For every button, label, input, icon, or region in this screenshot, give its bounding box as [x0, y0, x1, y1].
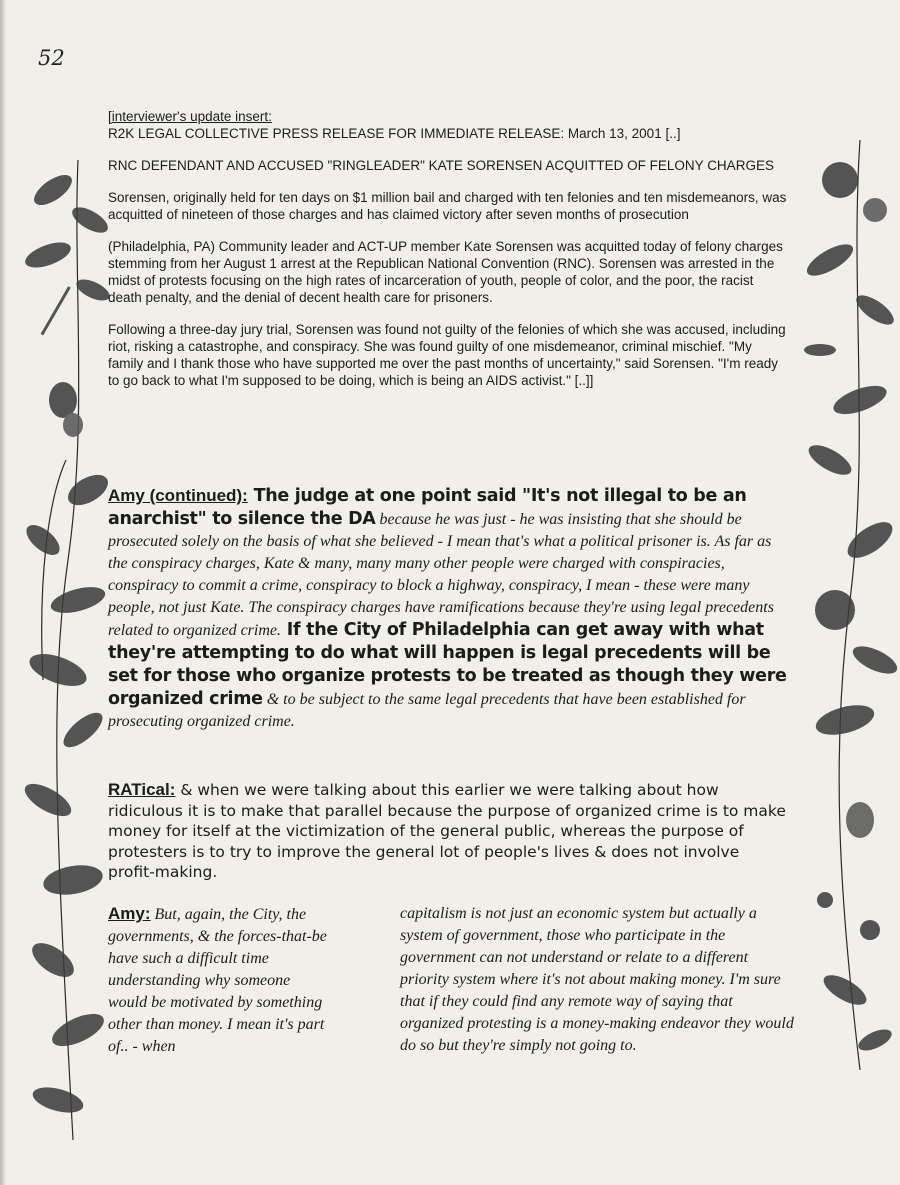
press-release-body [108, 157, 788, 389]
press-paragraph: Sorensen, originally held for ten days on $1 million bail and charged with ten felonies and ten misdemeanors, was acquitted of nineteen of those charges and has claimed victory after seven months of prosecution [108, 190, 787, 222]
speaker-label: Amy: [108, 904, 151, 923]
press-headline: RNC DEFENDANT AND ACCUSED "RINGLEADER" KATE SORENSEN ACQUITTED OF FELONY CHARGES [108, 158, 774, 173]
speaker-label: Amy (continued): [108, 486, 248, 505]
page-number: 52 [38, 46, 65, 70]
ratical-paragraph [108, 780, 788, 883]
press-paragraph: (Philadelphia, PA) Community leader and ACT-UP member Kate Sorensen was acquitted today of felony charges stemming from her August 1 arrest at the Republican National Convention (RNC). Sorensen was arrested in the midst of protests focusing on the high rates of incarceration of youth, people of color, and the poor, the racist death penalty, and the denial of decent health care for prisoners. [108, 239, 783, 305]
dialogue-text: But, again, the City, the governments, & the forces-that-be have such a difficult time understanding why someone would be motivated by something other than money. I mean it's part of.. - when [108, 906, 327, 1055]
press-release-section [108, 108, 788, 404]
speaker-label: RATical: [108, 780, 176, 799]
dialogue-text: & when we were talking about this earlier we were talking about how ridiculous it is to make that parallel because the purpose of organized crime is to make money for itself at the victimization of the general public, whereas the purpose of protesters is to try to improve the general lot of people's lives & does not involve profit-making. [108, 781, 786, 881]
column-right: capitalism is not just an economic system but actually a system of government, those who participate in the government can not understand or relate to a different priority system where it's not about making money. I'm sure that if they could find any remote way of saying that organized protesting is a money-making endeavor they would do so but they're simply not going to. [400, 905, 794, 1054]
emphasized-quote: The judge at one point said "It's not illegal to be an anarchist" to silence the DA [108, 486, 747, 529]
dialogue-text: because he was just - he was insisting that she should be prosecuted solely on the basis of what she believed - I mean that's what a political prisoner is. As far as the conspiracy charges, Kate & many, many many other people were charged with conspiracies, conspiracy to commit a crime, conspiracy to block a highway, conspiracy, I mean - these were many people, not just Kate. The conspiracy charges have ramifications because they're using legal precedents related to organized crime. [108, 511, 774, 639]
dialogue-text: & to be subject to the same legal precedents that have been established for prosecuting organized crime. [108, 691, 746, 730]
botanical-border-left [18, 160, 113, 1140]
page-edge-shadow [0, 0, 6, 1185]
press-paragraph: Following a three-day jury trial, Sorensen was found not guilty of the felonies of which she was accused, including riot, risking a catastrophe, and conspiracy. She was found guilty of one misdemeanor, criminal mischief. "My family and I thank those who have supported me over the past months of uncertainty," said Sorensen. "I'm ready to go back to what I'm supposed to be doing, which is being an AIDS activist." [..]] [108, 322, 786, 388]
release-line: R2K LEGAL COLLECTIVE PRESS RELEASE FOR IMMEDIATE RELEASE: March 13, 2001 [..] [108, 126, 681, 141]
emphasized-quote: If the City of Philadelphia can get away with what they're attempting to do what will happen is legal precedents will be set for those who organize protests to be treated as though they were organized crime [108, 620, 787, 709]
botanical-border-right [790, 140, 900, 1070]
amy-continued-paragraph [108, 485, 788, 733]
insert-label: [interviewer's update insert: [108, 109, 272, 124]
column-left [108, 903, 333, 1058]
